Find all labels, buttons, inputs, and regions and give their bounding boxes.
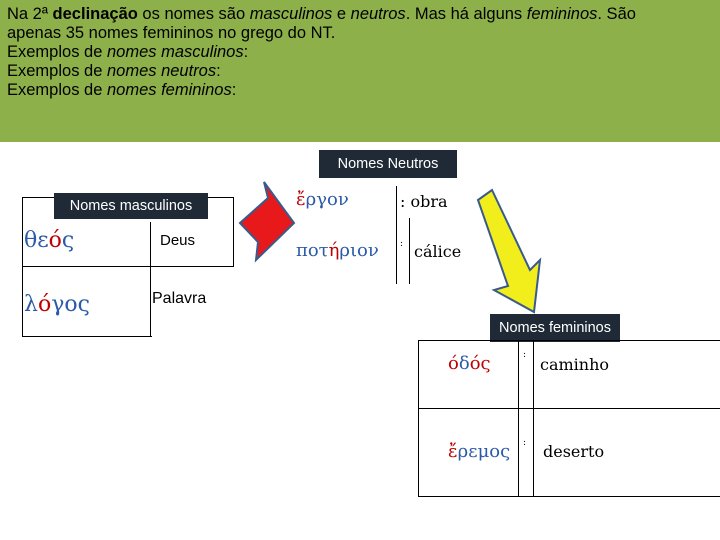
table-border (418, 340, 419, 497)
table-border (22, 197, 23, 337)
table-border (533, 340, 534, 497)
colon: : (523, 350, 527, 360)
meaning: caminho (540, 355, 610, 374)
masculinos-label: Nomes masculinos (54, 193, 208, 219)
right-arrow-icon (236, 176, 296, 274)
table-border (22, 336, 152, 337)
neutros-label: Nomes Neutros (319, 150, 457, 178)
intro-line-5: Exemplos de nomes femininos: (7, 81, 237, 99)
table-border (418, 496, 720, 497)
intro-line-2: apenas 35 nomes femininos no grego do NT. (7, 24, 336, 42)
meaning: Deus (160, 232, 196, 249)
table-border (518, 340, 519, 497)
colon: : (523, 438, 527, 448)
femininos-label: Nomes femininos (490, 314, 620, 342)
intro-banner (0, 0, 720, 142)
table-border (150, 222, 151, 337)
meaning: Palavra (152, 290, 207, 307)
greek-word: ἔρεμος (448, 441, 511, 462)
meaning: deserto (543, 442, 605, 461)
table-border (396, 186, 397, 284)
table-border (418, 340, 720, 341)
greek-word: όδός (448, 353, 491, 374)
table-border (233, 197, 234, 267)
intro-line-4: Exemplos de nomes neutros: (7, 62, 221, 80)
meaning: cálice (414, 242, 462, 261)
greek-word: ἔργον (296, 189, 349, 210)
greek-word: ποτήριον (296, 240, 379, 261)
down-arrow-icon (462, 186, 552, 316)
intro-line-3: Exemplos de nomes masculinos: (7, 43, 249, 61)
greek-word: λόγος (24, 292, 90, 317)
table-border (409, 218, 410, 284)
colon: : (400, 239, 404, 249)
meaning: : obra (400, 192, 448, 211)
table-border (418, 408, 720, 409)
table-border (22, 266, 234, 267)
intro-line-1: Na 2ª declinação os nomes são masculinos e neutros. Mas há alguns femininos. São (7, 5, 636, 23)
greek-word: θεός (24, 228, 75, 253)
